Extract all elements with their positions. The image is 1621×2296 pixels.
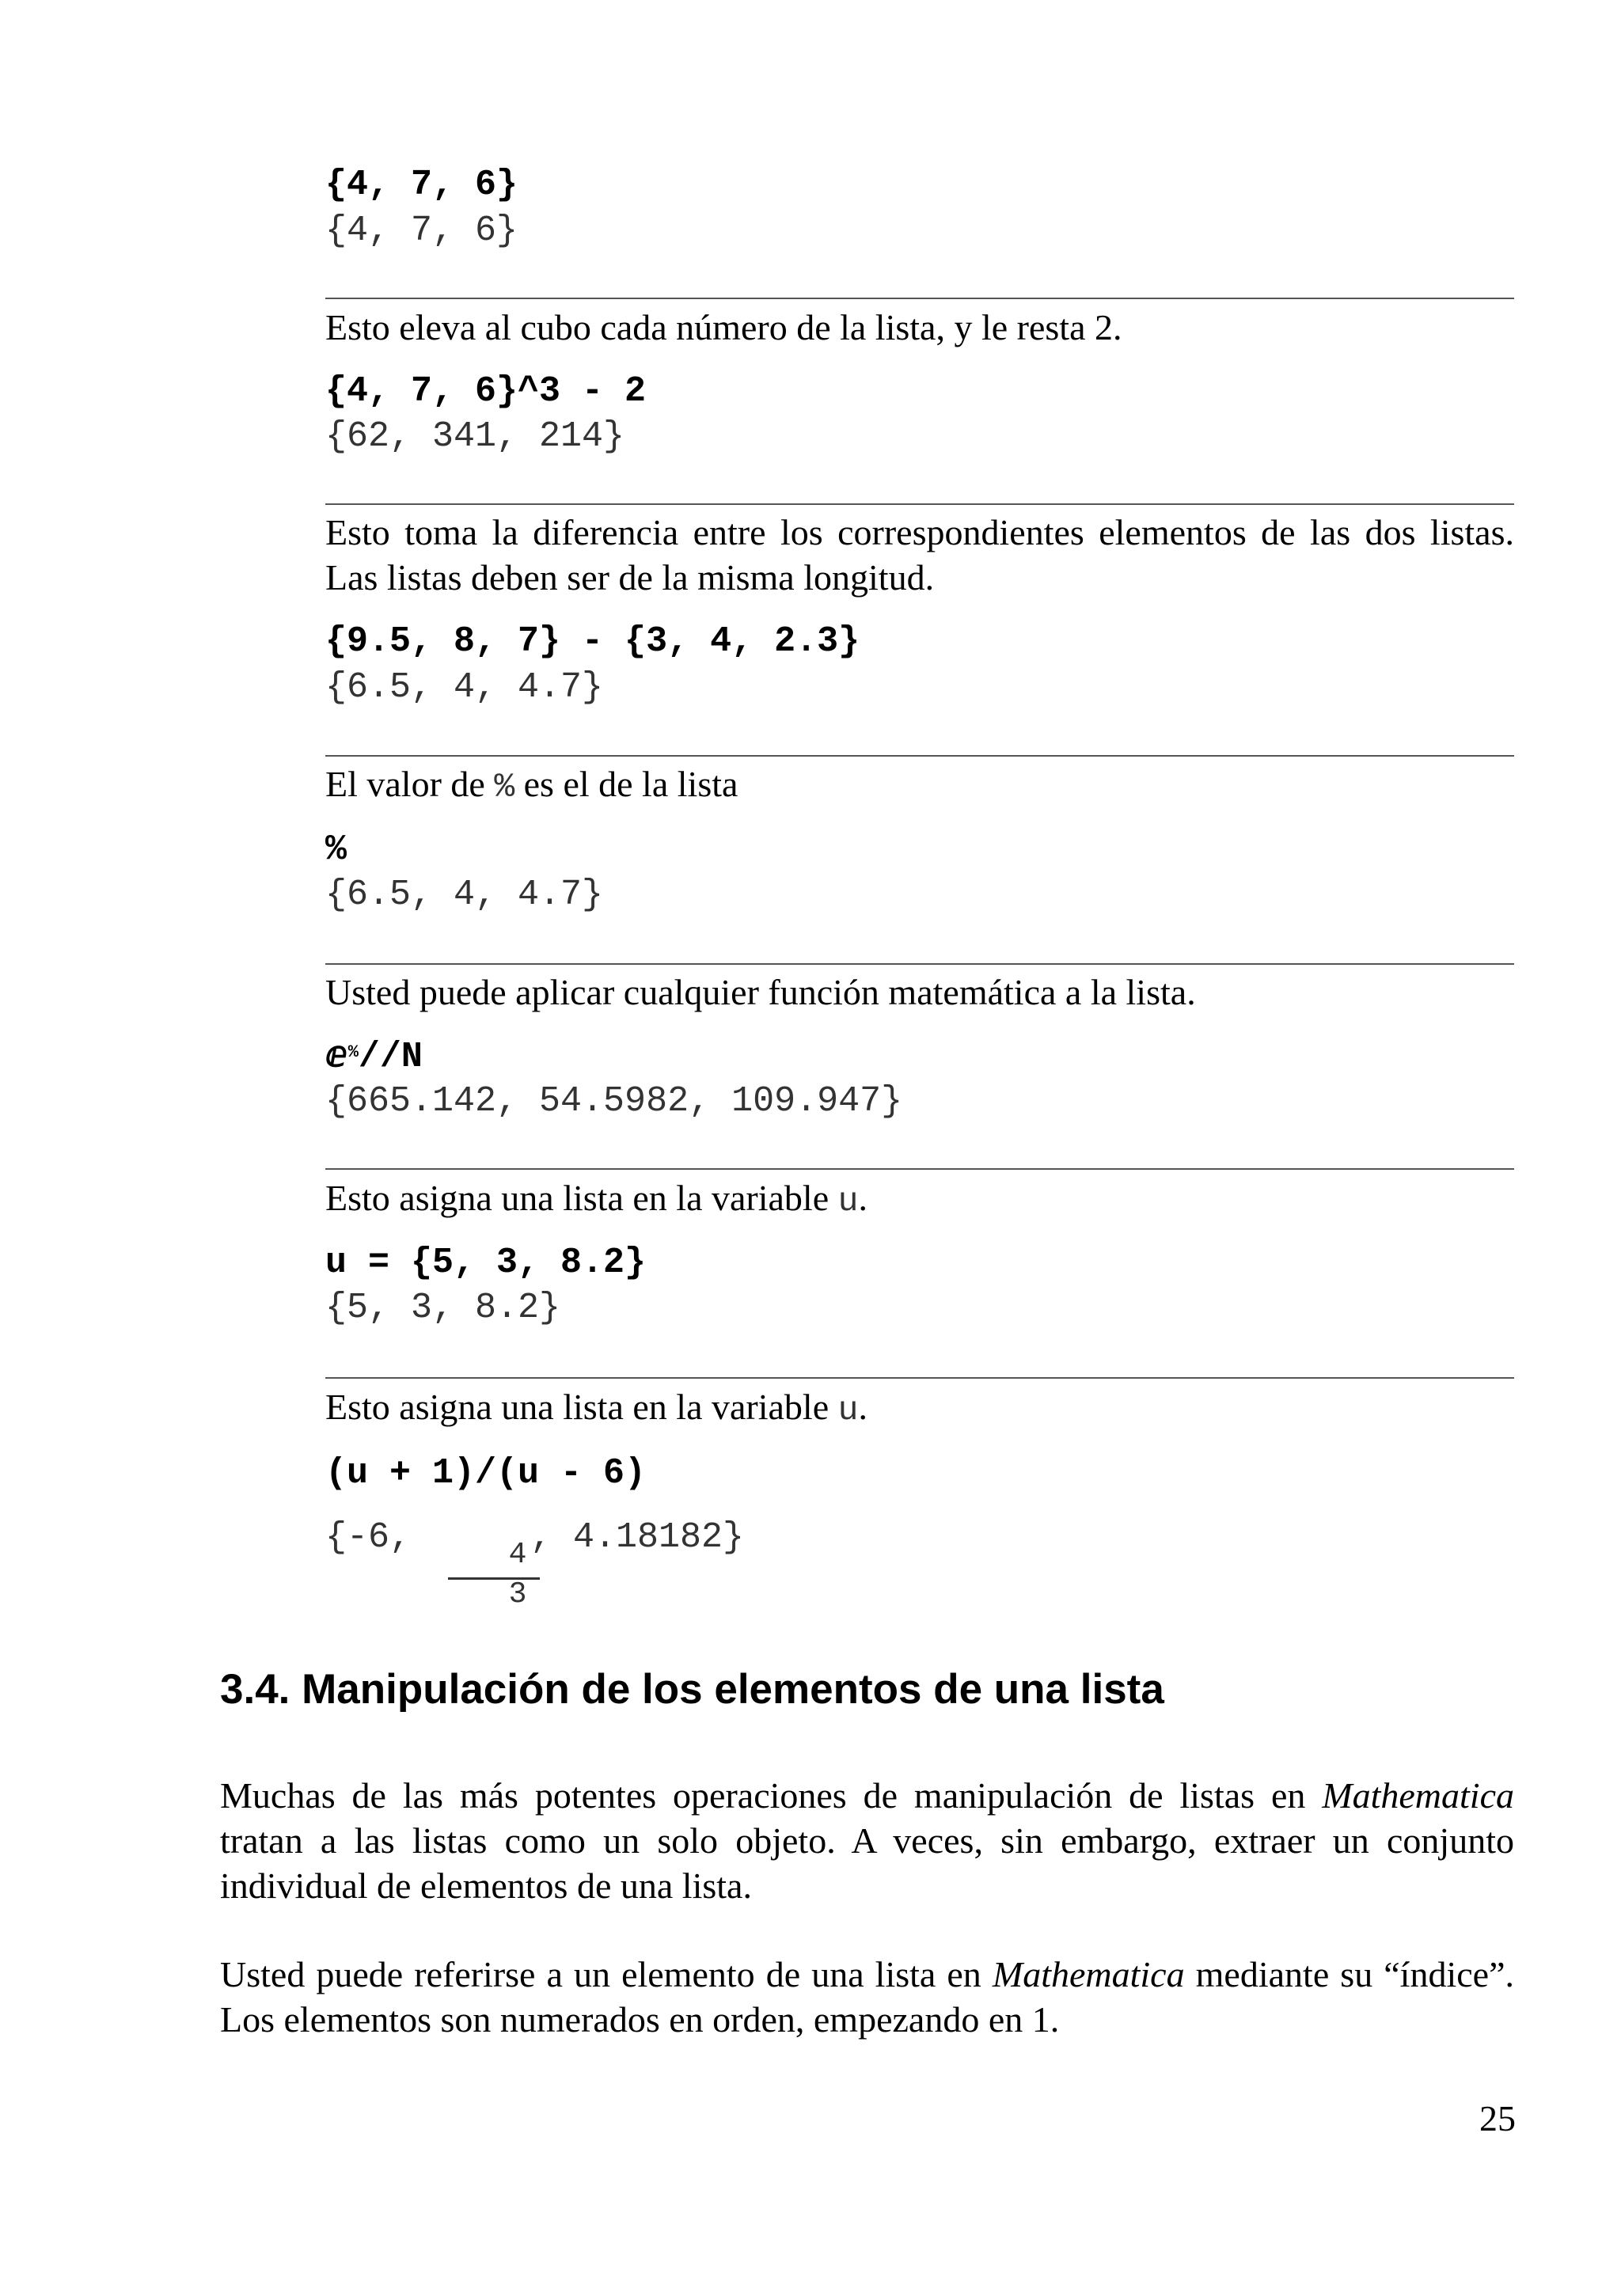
divider (325, 1168, 1514, 1170)
divider (325, 755, 1514, 757)
desc-text: El valor de (325, 764, 495, 804)
output-fraction (448, 1534, 540, 1621)
para-text: Muchas de las más potentes operaciones de manipulación de listas en (220, 1775, 1323, 1816)
output-cell: {6.5, 4, 4.7} (325, 875, 604, 915)
desc-text: Esto asigna una lista en la variable (325, 1387, 838, 1427)
input-cell (325, 1036, 423, 1079)
divider (325, 503, 1514, 505)
page-number: 25 (1479, 2098, 1516, 2139)
example-description: Esto eleva al cubo cada número de la lista, y le resta 2. (325, 307, 1122, 347)
desc-text: es el de la lista (514, 764, 738, 804)
exp-superscript: % (347, 1042, 359, 1062)
para-text: Usted puede referirse a un elemento de una lista en (220, 1954, 993, 1994)
divider (325, 298, 1514, 299)
divider (325, 1377, 1514, 1379)
desc-text: . (858, 1178, 867, 1218)
output-cell: {4, 7, 6} (325, 211, 518, 251)
input-cell: {4, 7, 6}^3 - 2 (325, 371, 647, 412)
example-description: Usted puede aplicar cualquier función matemática a la lista. (325, 972, 1196, 1012)
desc-text: . (858, 1387, 867, 1427)
fraction-numerator: 4 (508, 1538, 527, 1572)
input-rest: //N (358, 1037, 423, 1077)
input-cell: {4, 7, 6} (325, 165, 518, 205)
output-cell: {5, 3, 8.2} (325, 1288, 561, 1328)
inline-code: % (494, 768, 515, 806)
para-emphasis: Mathematica (1322, 1775, 1514, 1816)
example-description (325, 1175, 1514, 1224)
output-cell: {62, 341, 214} (325, 416, 625, 457)
input-cell: u = {5, 3, 8.2} (325, 1243, 647, 1283)
para-text: mediante su “índice”. Los elementos son numerados en orden, empezando en 1. (220, 1954, 1514, 2040)
inline-code: u (837, 1391, 859, 1429)
body-paragraph (220, 1952, 1514, 2042)
section-heading: 3.4. Manipulación de los elementos de una lista (220, 1666, 1164, 1713)
example-description (325, 761, 1514, 810)
example-description (325, 1384, 1514, 1433)
para-emphasis: Mathematica (992, 1954, 1185, 1994)
para-text: tratan a las listas como un solo objeto. A veces, sin embargo, extraer un conjunto individual de elementos de una lista. (220, 1820, 1514, 1906)
input-cell: (u + 1)/(u - 6) (325, 1453, 647, 1493)
inline-code: u (837, 1182, 859, 1220)
desc-text: Esto asigna una lista en la variable (325, 1178, 838, 1218)
fraction-denominator: 3 (508, 1577, 527, 1611)
example-description: Esto toma la diferencia entre los correspondientes elementos de las dos listas. Las listas deben ser de la misma longitud. (325, 512, 1514, 598)
output-cell: {6.5, 4, 4.7} (325, 667, 604, 708)
output-cell-start: {-6, (325, 1517, 412, 1558)
exp-base: ⅇ (325, 1037, 347, 1077)
input-cell: % (325, 829, 347, 870)
output-cell: {665.142, 54.5982, 109.947} (325, 1081, 903, 1121)
input-cell: {9.5, 8, 7} - {3, 4, 2.3} (325, 621, 860, 662)
output-cell-end: , 4.18182} (530, 1517, 745, 1558)
divider (325, 963, 1514, 965)
body-paragraph (220, 1773, 1514, 1908)
